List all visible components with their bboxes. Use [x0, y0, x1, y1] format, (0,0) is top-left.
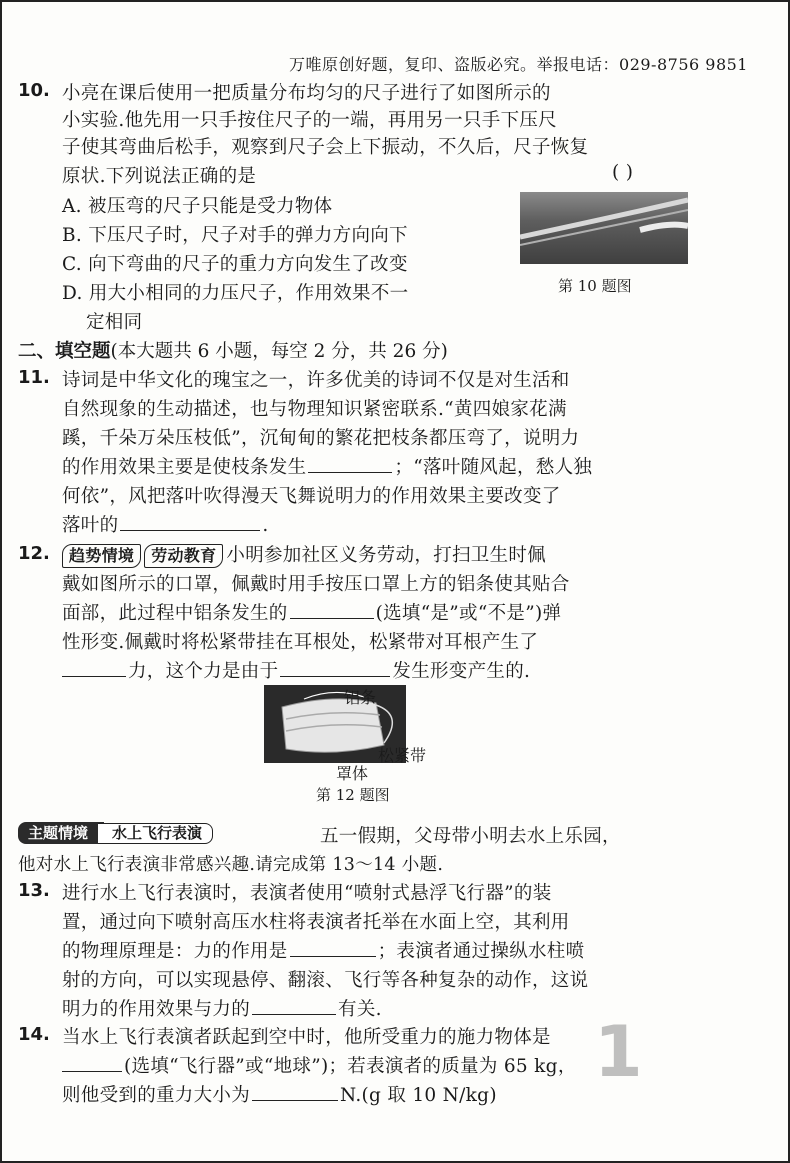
q12-line-4: 性形变.佩戴时将松紧带挂在耳根处，松紧带对耳根产生了 [62, 632, 539, 653]
q12-label-elastic-band: 松紧带 [378, 746, 427, 765]
q13-line-1: 进行水上飞行表演时，表演者使用“喷射式悬浮飞行器”的装 [62, 883, 552, 904]
q13-blank-2[interactable] [252, 998, 336, 1015]
q14-line-3-b: N.(g 取 10 N/kg) [340, 1085, 497, 1106]
theme-text-2: 他对水上飞行表演非常感兴趣.请完成第 13～14 小题. [18, 855, 444, 875]
q14-line-2 [62, 1052, 577, 1078]
q14-line-3 [62, 1081, 497, 1107]
q11-line-6-b: . [262, 515, 269, 536]
theme-text-1: 五一假期，父母带小明去水上乐园， [320, 826, 621, 847]
page-header: 万唯原创好题，复印、盗版必究。举报电话：029-8756 9851 [289, 55, 748, 74]
q12-blank-1[interactable] [290, 602, 374, 619]
q12-line-5-b: 发生形变产生的. [392, 661, 531, 682]
q10-option-a: A. 被压弯的尺子只能是受力物体 [62, 196, 333, 217]
q10-figure-caption: 第 10 题图 [558, 277, 632, 295]
theme-banner [18, 822, 213, 844]
q13-blank-1[interactable] [290, 940, 376, 957]
q13-line-2: 置，通过向下喷射高压水柱将表演者托举在水面上空，其利用 [62, 912, 570, 933]
q12-tag-trend: 趋势情境 [62, 544, 141, 568]
q12-line-1 [62, 541, 546, 568]
q10-line-4: 原状.下列说法正确的是 [62, 166, 257, 187]
q12-line-1-text: 小明参加社区义务劳动，打扫卫生时佩 [226, 545, 547, 566]
q14-blank-1[interactable] [62, 1055, 122, 1072]
q13-line-3 [62, 937, 584, 963]
q11-line-4-b: ；“落叶随风起，愁人独 [394, 457, 593, 478]
q14-line-2-a: (选填“飞行器”或“地球”)；若表演者的质量为 65 kg， [124, 1056, 577, 1077]
q14-blank-2[interactable] [252, 1084, 338, 1101]
q13-number: 13. [18, 880, 50, 901]
section-2-heading [18, 337, 448, 363]
q10-option-d: D. 用大小相同的力压尺子，作用效果不一 [62, 283, 409, 304]
q12-figure-caption: 第 12 题图 [316, 786, 390, 804]
q14-line-1: 当水上飞行表演者跃起到空中时，他所受重力的施力物体是 [62, 1027, 551, 1048]
q11-line-4 [62, 453, 592, 479]
q14-number: 14. [18, 1024, 50, 1045]
q11-line-5: 何依”，风把落叶吹得漫天飞舞说明力的作用效果主要改变了 [62, 486, 561, 507]
q10-option-b: B. 下压尺子时，尺子对手的弹力方向向下 [62, 225, 408, 246]
q11-line-6 [62, 511, 269, 537]
q12-blank-3[interactable] [280, 660, 390, 677]
q13-line-5-b: 有关. [338, 999, 382, 1020]
q12-line-5 [62, 657, 530, 683]
q12-line-3-b: (选填“是”或“不是”)弹 [375, 603, 562, 624]
q11-line-1: 诗词是中华文化的瑰宝之一，许多优美的诗词不仅是对生活和 [62, 370, 570, 391]
q12-blank-2[interactable] [62, 660, 126, 677]
q12-number: 12. [18, 543, 50, 564]
ruler-illustration [520, 192, 688, 264]
section-2-note: (本大题共 6 小题，每空 2 分，共 26 分) [110, 341, 448, 362]
q13-line-5-a: 明力的作用效果与力的 [62, 999, 251, 1020]
watermark-digit: 1 [594, 1011, 643, 1093]
q10-ruler-photo [520, 192, 688, 264]
theme-label: 主题情境 [18, 822, 104, 844]
q14-line-3-a: 则他受到的重力大小为 [62, 1085, 251, 1106]
q11-blank-2[interactable] [120, 514, 260, 531]
q13-line-4: 射的方向，可以实现悬停、翻滚、飞行等各种复杂的动作，这说 [62, 970, 589, 991]
q10-line-1: 小亮在课后使用一把质量分布均匀的尺子进行了如图所示的 [62, 83, 551, 104]
q10-number: 10. [18, 80, 50, 101]
q11-line-3: 蹊，千朵万朵压枝低”，沉甸甸的繁花把枝条都压弯了，说明力 [62, 428, 580, 449]
q10-answer-paren: ( ) [612, 162, 634, 183]
q10-option-c: C. 向下弯曲的尺子的重力方向发生了改变 [62, 254, 408, 275]
q11-blank-1[interactable] [308, 456, 392, 473]
q12-line-2: 戴如图所示的口罩，佩戴时用手按压口罩上方的铝条使其贴合 [62, 574, 570, 595]
q10-option-d-cont: 定相同 [86, 312, 143, 333]
q12-label-mask-body: 罩体 [336, 764, 369, 783]
q10-line-2: 小实验.他先用一只手按住尺子的一端，再用另一只手下压尺 [62, 110, 557, 131]
q12-line-3 [62, 599, 561, 625]
q13-line-5 [62, 995, 382, 1021]
q11-line-6-a: 落叶的 [62, 515, 119, 536]
q13-line-3-a: 的物理原理是：力的作用是 [62, 941, 288, 962]
q13-line-3-b: ；表演者通过操纵水柱喷 [377, 941, 585, 962]
q12-label-aluminum: 铝条 [344, 688, 377, 707]
section-2-title: 二、填空题 [18, 341, 111, 362]
q12-line-3-a: 面部，此过程中铝条发生的 [62, 603, 288, 624]
theme-topic: 水上飞行表演 [98, 823, 213, 844]
q11-line-4-a: 的作用效果主要是使枝条发生 [62, 457, 307, 478]
q12-tag-labor: 劳动教育 [144, 544, 223, 568]
q10-line-3: 子使其弯曲后松手，观察到尺子会上下振动，不久后，尺子恢复 [62, 137, 589, 158]
q12-line-5-a: 力，这个力是由于 [128, 661, 279, 682]
q11-line-2: 自然现象的生动描述，也与物理知识紧密联系.“黄四娘家花满 [62, 399, 567, 420]
q11-number: 11. [18, 367, 50, 388]
